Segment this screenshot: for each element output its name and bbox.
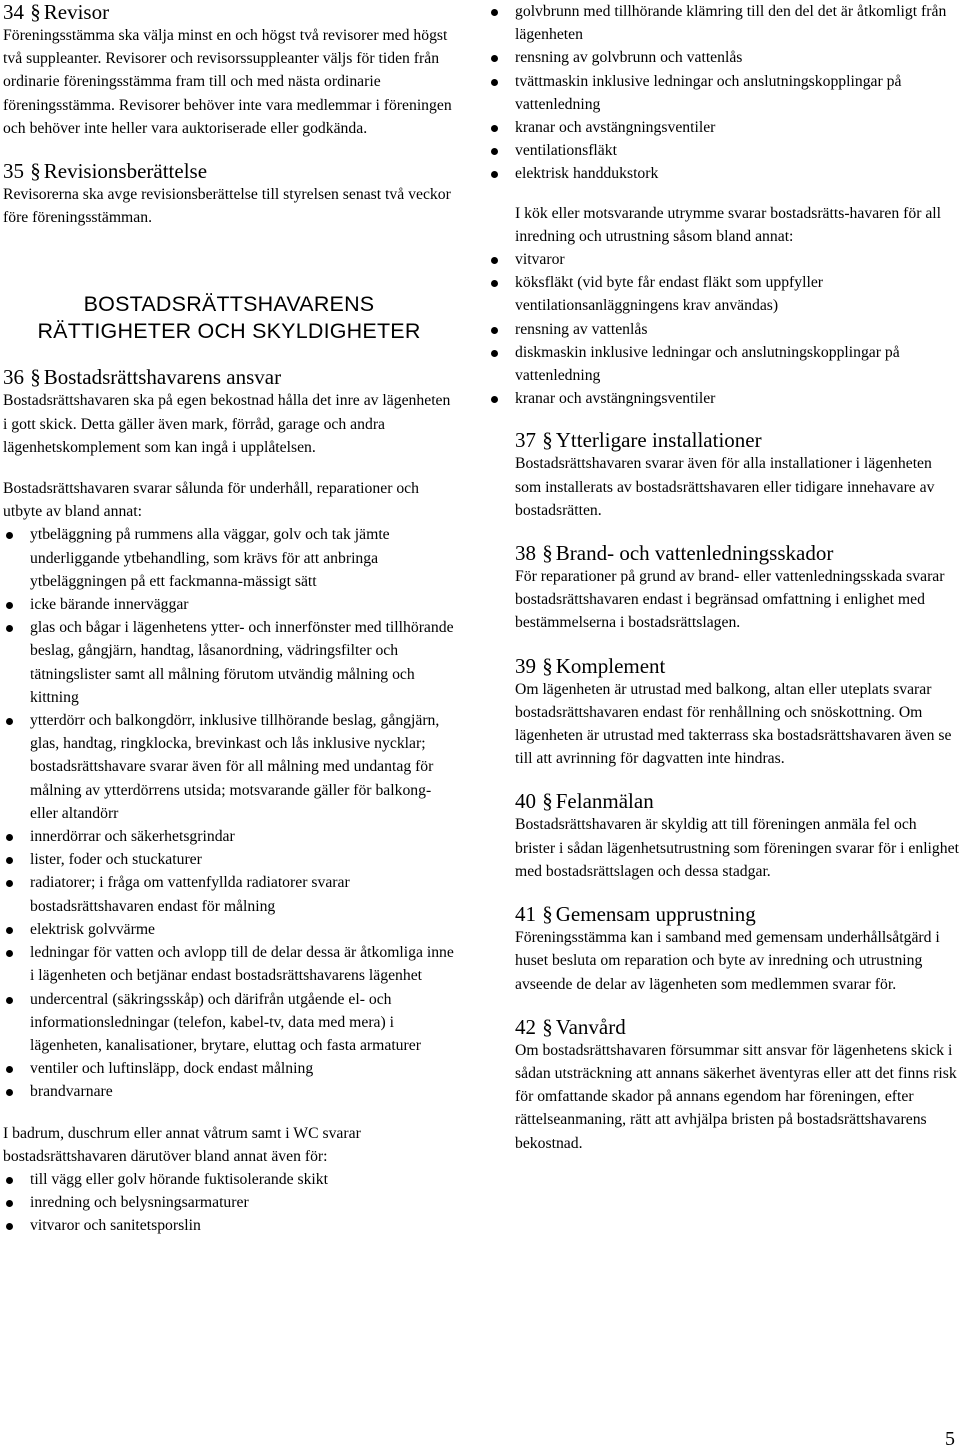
section-37 bbox=[515, 428, 960, 522]
left-column bbox=[3, 0, 455, 1238]
section-number: 40 bbox=[515, 789, 536, 814]
list-item: undercentral (säkringsskåp) och därifrån utgående el- och informationsledningar (telefon, kabel-tv, data med mera) i lägenheten, kanalisationer, brytare, eluttag och fasta armaturer bbox=[3, 988, 455, 1058]
page-number: 5 bbox=[945, 1428, 955, 1450]
wetroom-list bbox=[3, 1168, 455, 1238]
section-number: 39 bbox=[515, 653, 536, 678]
section-heading bbox=[515, 428, 960, 452]
list-item: kranar och avstängningsventiler bbox=[488, 387, 960, 410]
section-number: 41 bbox=[515, 902, 536, 927]
list-item: tvättmaskin inklusive ledningar och anslutningskopplingar på vattenledning bbox=[488, 70, 960, 116]
section-body: Revisorerna ska avge revisionsberättelse till styrelsen senast två veckor före föreningsstämman. bbox=[3, 186, 451, 227]
chapter-title-line: BOSTADSRÄTTSHAVARENS bbox=[83, 292, 375, 317]
list-item: rensning av vattenlås bbox=[488, 318, 960, 341]
section-heading bbox=[515, 654, 960, 678]
maintenance-list bbox=[3, 523, 455, 1103]
list-item: brandvarnare bbox=[3, 1080, 455, 1103]
section-body: Bostadsrättshavaren är skyldig att till föreningen anmäla fel och brister i sådan lägenhetsutrustning som föreningen svarar för i enlighet med bostadsrättslagen och dessa stadgar. bbox=[515, 816, 959, 880]
section-symbol: § bbox=[542, 653, 553, 678]
section-title: Gemensam upprustning bbox=[555, 902, 756, 927]
section-body: Om lägenheten är utrustad med balkong, altan eller uteplats svarar bostadsrättshavaren endast för renhållning och snöskottning. Om lägenheten är utrustad med takterrass ska bostadsrättshavaren även se till att avrinning för dagvatten inte hindras. bbox=[515, 680, 952, 768]
list-item: ytbeläggning på rummens alla väggar, golv och tak jämte underliggande ytbehandling, som krävs för att anbringa ytbeläggningen på ett fackmanna-mässigt sätt bbox=[3, 523, 455, 593]
section-body: För reparationer på grund av brand- eller vattenledningsskada svarar bostadsrättshavaren endast i begränsad omfattning i enlighet med bestämmelserna i bostadsrättslagen. bbox=[515, 568, 945, 632]
section-heading bbox=[515, 541, 960, 565]
list-item: diskmaskin inklusive ledningar och anslutningskopplingar på vattenledning bbox=[488, 341, 960, 387]
section-41 bbox=[515, 902, 960, 996]
list-item: till vägg eller golv hörande fuktisolerande skikt bbox=[3, 1168, 455, 1191]
list-item: glas och bågar i lägenhetens ytter- och innerfönster med tillhörande beslag, gångjärn, handtag, låsanordning, vädringsfilter och tätningslister samt all målning förutom utvändig målning och kittning bbox=[3, 616, 455, 709]
section-title: Brand- och vattenledningsskador bbox=[555, 541, 834, 566]
list-item: inredning och belysningsarmaturer bbox=[3, 1191, 455, 1214]
section-symbol: § bbox=[542, 428, 553, 453]
maintenance-intro: Bostadsrättshavaren svarar sålunda för underhåll, reparationer och utbyte av bland annat: bbox=[3, 480, 419, 521]
section-heading bbox=[515, 1015, 960, 1039]
section-symbol: § bbox=[542, 1014, 553, 1039]
chapter-title-line: RÄTTIGHETER OCH SKYLDIGHETER bbox=[37, 319, 421, 344]
list-item: ventiler och luftinsläpp, dock endast målning bbox=[3, 1057, 455, 1080]
section-title: Komplement bbox=[555, 653, 666, 678]
section-body: Föreningsstämma kan i samband med gemensam underhållsåtgärd i huset besluta om reparation och byte av inredning och utrustning avseende de delar av lägenheten som medlemmen svarar för. bbox=[515, 929, 940, 993]
section-body: Bostadsrättshavaren ska på egen bekostnad hålla det inre av lägenheten i gott skick. Detta gäller även mark, förråd, garage och andra lägenhetskomplement som kan ingå i upplåtelsen. bbox=[3, 392, 451, 456]
section-34 bbox=[3, 0, 455, 140]
list-item: ventilationsfläkt bbox=[488, 139, 960, 162]
section-number: 38 bbox=[515, 541, 536, 566]
section-39 bbox=[515, 654, 960, 771]
list-item: radiatorer; i fråga om vattenfyllda radiatorer svarar bostadsrättshavaren endast för målning bbox=[3, 871, 455, 917]
section-heading bbox=[3, 0, 455, 24]
list-item: ledningar för vatten och avlopp till de delar dessa är åtkomliga inne i lägenheten och betjänar endast bostadsrättshavarens lägenhet bbox=[3, 941, 455, 987]
section-heading bbox=[3, 159, 455, 183]
section-symbol: § bbox=[542, 541, 553, 566]
list-item: elektrisk golvvärme bbox=[3, 918, 455, 941]
section-symbol: § bbox=[30, 159, 41, 184]
section-symbol: § bbox=[30, 0, 41, 24]
section-heading bbox=[515, 902, 960, 926]
list-item: innerdörrar och säkerhetsgrindar bbox=[3, 825, 455, 848]
section-36 bbox=[3, 365, 455, 1237]
section-title: Vanvård bbox=[555, 1014, 626, 1039]
list-item: kranar och avstängningsventiler bbox=[488, 116, 960, 139]
section-number: 42 bbox=[515, 1014, 536, 1039]
section-symbol: § bbox=[542, 902, 553, 927]
section-40 bbox=[515, 789, 960, 883]
list-item: vitvaror bbox=[488, 248, 960, 271]
section-title: Revisionsberättelse bbox=[43, 159, 208, 184]
section-35 bbox=[3, 159, 455, 229]
wetroom-intro: I badrum, duschrum eller annat våtrum samt i WC svarar bostadsrättshavaren därutöver bland annat även för: bbox=[3, 1124, 361, 1165]
list-item: elektrisk handdukstork bbox=[488, 162, 960, 185]
chapter-title bbox=[3, 291, 455, 345]
section-number: 37 bbox=[515, 428, 536, 453]
list-item: golvbrunn med tillhörande klämring till den del det är åtkomligt från lägenheten bbox=[488, 0, 960, 46]
section-number: 35 bbox=[3, 159, 24, 184]
section-heading bbox=[515, 789, 960, 813]
list-item: icke bärande innerväggar bbox=[3, 593, 455, 616]
section-symbol: § bbox=[542, 789, 553, 814]
section-number: 36 bbox=[3, 365, 24, 390]
list-item: ytterdörr och balkongdörr, inklusive tillhörande beslag, gångjärn, glas, handtag, ringklocka, brevinkast och lås inklusive nycklar; bostadsrättshavare svarar även för all målning med undantag för målning av ytterdörrens utsida; motsvarande gäller för balkong- eller altandörr bbox=[3, 709, 455, 825]
section-title: Felanmälan bbox=[555, 789, 654, 814]
section-number: 34 bbox=[3, 0, 24, 24]
kitchen-list bbox=[488, 248, 960, 410]
right-column bbox=[515, 0, 960, 1155]
wetroom-list-continued bbox=[488, 0, 960, 186]
section-title: Bostadsrättshavarens ansvar bbox=[43, 365, 282, 390]
list-item: köksfläkt (vid byte får endast fläkt som uppfyller ventilationsanläggningens krav användas) bbox=[488, 271, 960, 317]
list-item: lister, foder och stuckaturer bbox=[3, 848, 455, 871]
section-38 bbox=[515, 541, 960, 635]
section-body: Bostadsrättshavaren svarar även för alla installationer i lägenheten som installerats av bostadsrättshavaren eller tidigare innehavare av bostadsrätten. bbox=[515, 455, 935, 519]
kitchen-intro: I kök eller motsvarande utrymme svarar bostadsrätts-havaren för all inredning och utrustning såsom bland annat: bbox=[515, 204, 942, 245]
section-title: Revisor bbox=[43, 0, 110, 24]
section-heading bbox=[3, 365, 455, 389]
section-42 bbox=[515, 1015, 960, 1155]
section-title: Ytterligare installationer bbox=[555, 428, 762, 453]
section-symbol: § bbox=[30, 365, 41, 390]
section-body: Om bostadsrättshavaren försummar sitt ansvar för lägenhetens skick i sådan utsträckning att annans säkerhet äventyras eller att det finns risk för omfattande skador på annans egendom har föreningen, efter rättelseanmaning, rätt att avhjälpa bristen på bostadsrättshavarens bekostnad. bbox=[515, 1041, 957, 1152]
list-item: vitvaror och sanitetsporslin bbox=[3, 1214, 455, 1237]
section-body: Föreningsstämma ska välja minst en och högst två revisorer med högst två suppleanter. Revisorer och revisorssuppleanter väljs för tiden från ordinarie föreningsstämma fram till och med nästa ordinarie föreningsstämma. Revisorer behöver inte vara medlemmar i föreningen och behöver inte heller vara auktoriserade eller godkända. bbox=[3, 27, 452, 137]
list-item: rensning av golvbrunn och vattenlås bbox=[488, 46, 960, 69]
